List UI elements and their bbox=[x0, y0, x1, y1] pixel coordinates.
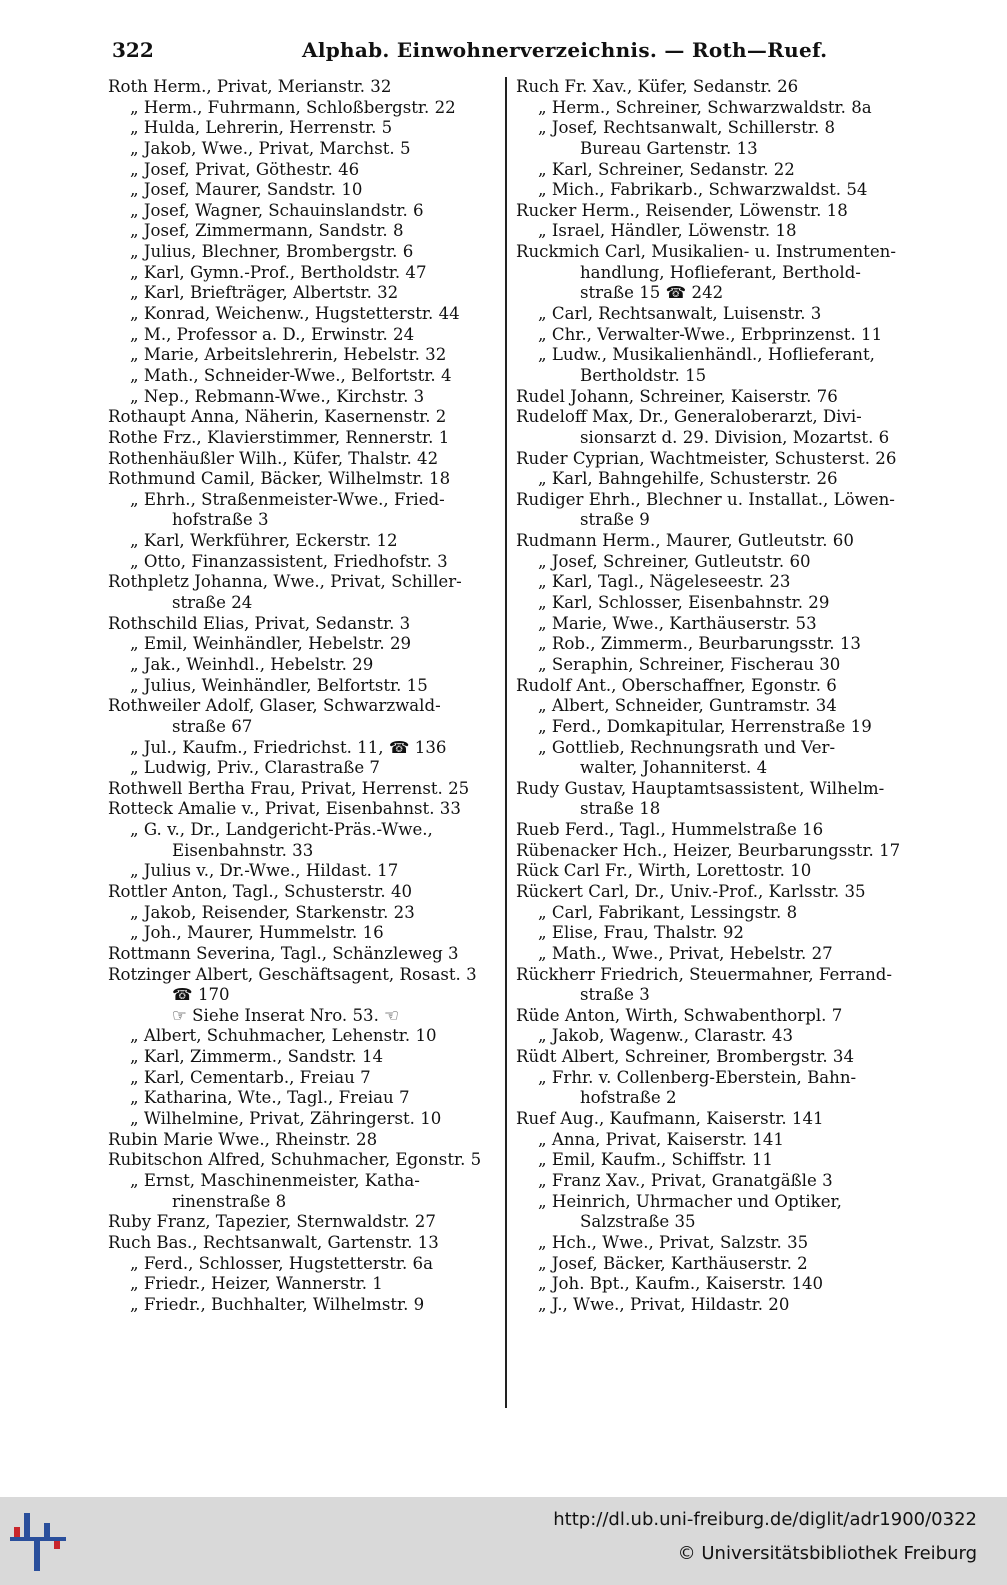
directory-entry-line: „ Ferd., Schlosser, Hugstetterstr. 6a bbox=[130, 1253, 433, 1273]
directory-entry-line: ☞ Siehe Inserat Nro. 53. ☜ bbox=[172, 1005, 400, 1025]
directory-entry-line: „ Josef, Schreiner, Gutleutstr. 60 bbox=[538, 551, 811, 571]
directory-entry-line: „ J., Wwe., Privat, Hildastr. 20 bbox=[538, 1294, 790, 1314]
directory-entry-line: handlung, Hoflieferant, Berthold- bbox=[580, 262, 861, 282]
directory-entry-line: „ Karl, Werkführer, Eckerstr. 12 bbox=[130, 531, 398, 551]
directory-entry-line: „ Elise, Frau, Thalstr. 92 bbox=[538, 923, 744, 943]
directory-entry-line: „ Carl, Fabrikant, Lessingstr. 8 bbox=[538, 902, 798, 922]
directory-entry-line: „ Gottlieb, Rechnungsrath und Ver- bbox=[538, 737, 836, 757]
directory-entry-line: „ Israel, Händler, Löwenstr. 18 bbox=[538, 221, 797, 241]
directory-entry-line: „ Math., Schneider-Wwe., Belfortstr. 4 bbox=[130, 365, 452, 385]
directory-entry-line: „ Josef, Rechtsanwalt, Schillerstr. 8 bbox=[538, 118, 836, 138]
directory-entry-line: „ Jak., Weinhdl., Hebelstr. 29 bbox=[130, 654, 374, 674]
directory-entry-line: straße 3 bbox=[580, 985, 650, 1005]
directory-entry-line: Rüdt Albert, Schreiner, Brombergstr. 34 bbox=[516, 1047, 855, 1067]
directory-entry-line: Rudy Gustav, Hauptamtsassistent, Wilhelm- bbox=[516, 778, 885, 798]
directory-entry-line: „ Josef, Bäcker, Karthäuserstr. 2 bbox=[538, 1253, 808, 1273]
directory-entry-line: „ Karl, Briefträger, Albertstr. 32 bbox=[130, 283, 399, 303]
directory-entry-line: Rudeloff Max, Dr., Generaloberarzt, Divi- bbox=[516, 407, 862, 427]
page-header bbox=[112, 38, 912, 68]
directory-entry-line: Ruch Fr. Xav., Küfer, Sedanstr. 26 bbox=[516, 77, 799, 96]
directory-entry-line: „ Rob., Zimmerm., Beurbarungsstr. 13 bbox=[538, 634, 861, 654]
directory-entry-line: „ Julius, Blechner, Brombergstr. 6 bbox=[130, 242, 414, 262]
directory-entry-line: „ Julius, Weinhändler, Belfortstr. 15 bbox=[130, 675, 428, 695]
directory-entry-line: Rueb Ferd., Tagl., Hummelstraße 16 bbox=[516, 820, 824, 840]
directory-entry-line: „ Karl, Tagl., Nägeleseestr. 23 bbox=[538, 572, 791, 592]
directory-entry-line: „ Otto, Finanzassistent, Friedhofstr. 3 bbox=[130, 551, 448, 571]
left-column bbox=[108, 77, 501, 1315]
directory-entry-line: „ Seraphin, Schreiner, Fischerau 30 bbox=[538, 654, 841, 674]
directory-entry-line: „ Herm., Schreiner, Schwarzwaldstr. 8a bbox=[538, 97, 872, 117]
directory-entry-line: „ Joh. Bpt., Kaufm., Kaiserstr. 140 bbox=[538, 1274, 824, 1294]
directory-entry-line: Rudolf Ant., Oberschaffner, Egonstr. 6 bbox=[516, 675, 837, 695]
directory-entry-line: „ Anna, Privat, Kaiserstr. 141 bbox=[538, 1129, 784, 1149]
directory-entry-line: „ Jakob, Wwe., Privat, Marchst. 5 bbox=[130, 138, 411, 158]
directory-entry-line: straße 9 bbox=[580, 510, 650, 530]
directory-entry-line: straße 24 bbox=[172, 593, 253, 613]
directory-entry-line: „ Marie, Wwe., Karthäuserstr. 53 bbox=[538, 613, 817, 633]
directory-entry-line: straße 18 bbox=[580, 799, 661, 819]
directory-entry-line: Rottler Anton, Tagl., Schusterstr. 40 bbox=[108, 881, 413, 901]
copyright-notice: © Universitätsbibliothek Freiburg bbox=[677, 1543, 977, 1564]
directory-entry-line: Roth Herm., Privat, Merianstr. 32 bbox=[108, 77, 392, 96]
directory-entry-line: „ Josef, Maurer, Sandstr. 10 bbox=[130, 180, 363, 200]
directory-entry-line: hofstraße 3 bbox=[172, 510, 269, 530]
directory-entry-line: „ Wilhelmine, Privat, Zähringerst. 10 bbox=[130, 1109, 442, 1129]
directory-entry-line: „ Karl, Bahngehilfe, Schusterstr. 26 bbox=[538, 469, 838, 489]
directory-entry-line: „ Karl, Gymn.-Prof., Bertholdstr. 47 bbox=[130, 262, 427, 282]
directory-entry-line: Ruder Cyprian, Wachtmeister, Schusterst. 26 bbox=[516, 448, 897, 468]
directory-entry-line: Ruckmich Carl, Musikalien- u. Instrumenten- bbox=[516, 242, 896, 262]
directory-entry-line: Ruef Aug., Kaufmann, Kaiserstr. 141 bbox=[516, 1109, 824, 1129]
directory-entry-line: „ Ernst, Maschinenmeister, Katha- bbox=[130, 1170, 420, 1190]
directory-entry-line: Rübenacker Hch., Heizer, Beurbarungsstr. 17 bbox=[516, 840, 901, 860]
directory-entry-line: „ Karl, Zimmerm., Sandstr. 14 bbox=[130, 1047, 384, 1067]
directory-entry-line: Rüde Anton, Wirth, Schwabenthorpl. 7 bbox=[516, 1005, 843, 1025]
directory-entry-line: „ Ludwig, Priv., Clarastraße 7 bbox=[130, 758, 380, 778]
directory-entry-line: Rotteck Amalie v., Privat, Eisenbahnst. 33 bbox=[108, 799, 461, 819]
directory-entry-line: Rottmann Severina, Tagl., Schänzleweg 3 bbox=[108, 943, 459, 963]
directory-entry-line: „ Jakob, Reisender, Starkenstr. 23 bbox=[130, 902, 415, 922]
directory-entry-line: „ Marie, Arbeitslehrerin, Hebelstr. 32 bbox=[130, 345, 447, 365]
directory-entry-line: Rückherr Friedrich, Steuermahner, Ferrand- bbox=[516, 964, 893, 984]
directory-entry-line: „ Albert, Schneider, Guntramstr. 34 bbox=[538, 696, 837, 716]
directory-entry-line: Rothe Frz., Klavierstimmer, Rennerstr. 1 bbox=[108, 427, 450, 447]
directory-entry-line: hofstraße 2 bbox=[580, 1088, 677, 1108]
directory-entry-line: „ Mich., Fabrikarb., Schwarzwaldst. 54 bbox=[538, 180, 868, 200]
directory-entry-line: sionsarzt d. 29. Division, Mozartst. 6 bbox=[580, 427, 890, 447]
directory-entry-line: Rotzinger Albert, Geschäftsagent, Rosast. 3 bbox=[108, 964, 477, 984]
directory-entry-line: Rothweiler Adolf, Glaser, Schwarzwald- bbox=[108, 696, 441, 716]
directory-entry-line: „ Hch., Wwe., Privat, Salzstr. 35 bbox=[538, 1232, 809, 1252]
directory-entry-line: „ Chr., Verwalter-Wwe., Erbprinzenst. 11 bbox=[538, 324, 883, 344]
directory-entry-line: „ Josef, Privat, Göthestr. 46 bbox=[130, 159, 360, 179]
ub-freiburg-logo-icon bbox=[0, 1497, 80, 1585]
directory-entry-line: Rothenhäußler Wilh., Küfer, Thalstr. 42 bbox=[108, 448, 439, 468]
directory-entry-line: „ Konrad, Weichenw., Hugstetterstr. 44 bbox=[130, 304, 460, 324]
directory-entry-line: walter, Johanniterst. 4 bbox=[580, 758, 768, 778]
directory-entry-line: Rudiger Ehrh., Blechner u. Installat., Löwen- bbox=[516, 489, 895, 509]
directory-entry-line: Ruby Franz, Tapezier, Sternwaldstr. 27 bbox=[108, 1212, 436, 1232]
right-column bbox=[516, 77, 926, 1315]
directory-entry-line: „ Jakob, Wagenw., Clarastr. 43 bbox=[538, 1026, 794, 1046]
directory-entry-line: „ Hulda, Lehrerin, Herrenstr. 5 bbox=[130, 118, 393, 138]
directory-entry-line: ☎ 170 bbox=[172, 985, 230, 1005]
directory-entry-line: „ Ludw., Musikalienhändl., Hoflieferant, bbox=[538, 345, 875, 365]
column-divider bbox=[505, 77, 507, 1408]
directory-entry-line: „ Julius v., Dr.-Wwe., Hildast. 17 bbox=[130, 861, 399, 881]
directory-entry-line: „ Emil, Weinhändler, Hebelstr. 29 bbox=[130, 634, 412, 654]
directory-entry-line: „ Karl, Cementarb., Freiau 7 bbox=[130, 1067, 371, 1087]
directory-entry-line: Rückert Carl, Dr., Univ.-Prof., Karlsstr. 35 bbox=[516, 881, 866, 901]
directory-entry-line: rinenstraße 8 bbox=[172, 1191, 287, 1211]
directory-entry-line: Bureau Gartenstr. 13 bbox=[580, 138, 758, 158]
directory-entry-line: „ M., Professor a. D., Erwinstr. 24 bbox=[130, 324, 415, 344]
directory-entry-line: „ Emil, Kaufm., Schiffstr. 11 bbox=[538, 1150, 773, 1170]
directory-entry-line: „ Heinrich, Uhrmacher und Optiker, bbox=[538, 1191, 842, 1211]
directory-entry-line: Rucker Herm., Reisender, Löwenstr. 18 bbox=[516, 200, 848, 220]
directory-entry-line: Bertholdstr. 15 bbox=[580, 365, 707, 385]
directory-entry-line: „ Ehrh., Straßenmeister-Wwe., Fried- bbox=[130, 489, 445, 509]
directory-entry-line: Rubitschon Alfred, Schuhmacher, Egonstr. 5 bbox=[108, 1150, 482, 1170]
directory-entry-line: straße 67 bbox=[172, 716, 253, 736]
directory-entry-line: „ Jul., Kaufm., Friedrichst. 11, ☎ 136 bbox=[130, 737, 447, 757]
directory-entry-line: „ G. v., Dr., Landgericht-Präs.-Wwe., bbox=[130, 820, 433, 840]
page-title: Alphab. Einwohnerverzeichnis. — Roth—Ruef. bbox=[302, 38, 828, 62]
directory-entry-line: Rothmund Camil, Bäcker, Wilhelmstr. 18 bbox=[108, 469, 451, 489]
directory-entry-line: „ Josef, Zimmermann, Sandstr. 8 bbox=[130, 221, 404, 241]
directory-entry-line: Rothwell Bertha Frau, Privat, Herrenst. 25 bbox=[108, 778, 470, 798]
directory-entry-line: Rück Carl Fr., Wirth, Lorettostr. 10 bbox=[516, 861, 812, 881]
directory-entry-line: Ruch Bas., Rechtsanwalt, Gartenstr. 13 bbox=[108, 1232, 439, 1252]
directory-entry-line: Eisenbahnstr. 33 bbox=[172, 840, 314, 860]
directory-entry-line: „ Carl, Rechtsanwalt, Luisenstr. 3 bbox=[538, 304, 822, 324]
directory-entry-line: Salzstraße 35 bbox=[580, 1212, 696, 1232]
directory-entry-line: Rudmann Herm., Maurer, Gutleutstr. 60 bbox=[516, 531, 854, 551]
directory-entry-line: „ Karl, Schlosser, Eisenbahnstr. 29 bbox=[538, 593, 830, 613]
directory-entry-line: „ Nep., Rebmann-Wwe., Kirchstr. 3 bbox=[130, 386, 425, 406]
directory-entry-line: „ Ferd., Domkapitular, Herrenstraße 19 bbox=[538, 716, 872, 736]
directory-entry-line: „ Joh., Maurer, Hummelstr. 16 bbox=[130, 923, 384, 943]
source-url[interactable]: http://dl.ub.uni-freiburg.de/diglit/adr1900/0322 bbox=[553, 1509, 977, 1530]
directory-entry-line: „ Josef, Wagner, Schauinslandstr. 6 bbox=[130, 200, 424, 220]
directory-entry-line: „ Herm., Fuhrmann, Schloßbergstr. 22 bbox=[130, 97, 456, 117]
directory-entry-line: Rudel Johann, Schreiner, Kaiserstr. 76 bbox=[516, 386, 838, 406]
directory-entry-line: „ Math., Wwe., Privat, Hebelstr. 27 bbox=[538, 943, 833, 963]
directory-entry-line: „ Karl, Schreiner, Sedanstr. 22 bbox=[538, 159, 795, 179]
directory-entry-line: Rubin Marie Wwe., Rheinstr. 28 bbox=[108, 1129, 378, 1149]
directory-entry-line: straße 15 ☎ 242 bbox=[580, 283, 724, 303]
directory-entry-line: „ Friedr., Buchhalter, Wilhelmstr. 9 bbox=[130, 1294, 425, 1314]
directory-entry-line: Rothaupt Anna, Näherin, Kasernenstr. 2 bbox=[108, 407, 447, 427]
directory-entry-line: „ Frhr. v. Collenberg-Eberstein, Bahn- bbox=[538, 1067, 857, 1087]
directory-entry-line: „ Albert, Schuhmacher, Lehenstr. 10 bbox=[130, 1026, 437, 1046]
footer-bar bbox=[0, 1497, 1007, 1585]
directory-entry-line: „ Franz Xav., Privat, Granatgäßle 3 bbox=[538, 1170, 833, 1190]
directory-entry-line: „ Friedr., Heizer, Wannerstr. 1 bbox=[130, 1274, 383, 1294]
directory-entry-line: Rothschild Elias, Privat, Sedanstr. 3 bbox=[108, 613, 411, 633]
directory-entry-line: Rothpletz Johanna, Wwe., Privat, Schiller- bbox=[108, 572, 462, 592]
page-number: 322 bbox=[112, 38, 154, 62]
directory-entry-line: „ Katharina, Wte., Tagl., Freiau 7 bbox=[130, 1088, 410, 1108]
